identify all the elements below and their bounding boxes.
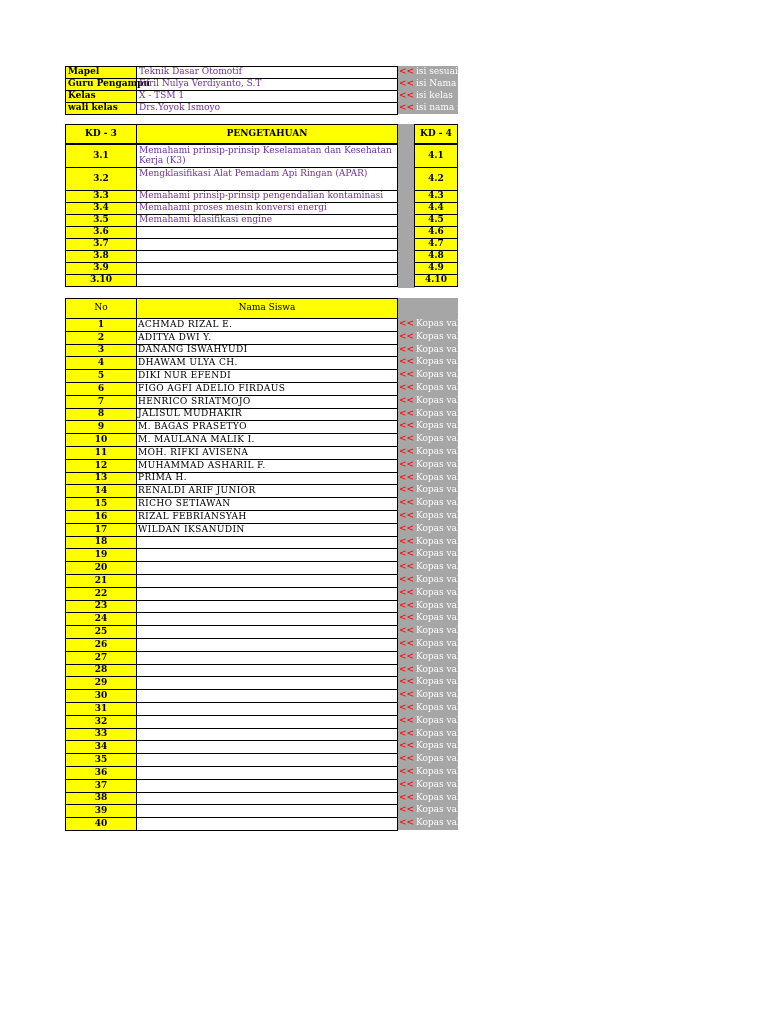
kd-gap-column — [398, 124, 415, 288]
student-note: Kopas val — [416, 652, 460, 662]
student-note: Kopas val — [416, 626, 460, 636]
student-number: 10 — [65, 433, 137, 447]
arrow-marker: << — [399, 524, 415, 534]
kd3-number: 3.4 — [65, 202, 137, 215]
student-number: 5 — [65, 369, 137, 383]
arrow-marker: << — [399, 793, 415, 803]
kd3-number: 3.2 — [65, 167, 137, 191]
kd-description[interactable]: Memahami prinsip-prinsip Keselamatan dan Kesehatan Kerja (K3) — [136, 144, 398, 168]
student-name-cell[interactable]: WILDAN IKSANUDIN — [136, 523, 398, 537]
arrow-marker: << — [399, 626, 415, 636]
arrow-marker: << — [399, 613, 415, 623]
arrow-marker: << — [399, 754, 415, 764]
student-number: 12 — [65, 459, 137, 473]
arrow-marker: << — [399, 91, 415, 101]
kd-description[interactable]: Memahami proses mesin konversi energi — [136, 202, 398, 215]
student-note: Kopas val — [416, 447, 460, 457]
student-note: Kopas val — [416, 498, 460, 508]
student-note: Kopas val — [416, 613, 460, 623]
student-note: Kopas val — [416, 716, 460, 726]
student-number: 16 — [65, 510, 137, 524]
student-name-cell[interactable]: DIKI NUR EFENDI — [136, 369, 398, 383]
student-name-cell[interactable] — [136, 612, 398, 626]
student-name-cell[interactable]: ACHMAD RIZAL E. — [136, 318, 398, 332]
student-number: 14 — [65, 484, 137, 498]
student-number: 21 — [65, 574, 137, 588]
student-note: Kopas val — [416, 729, 460, 739]
student-name-cell[interactable]: M. MAULANA MALIK I. — [136, 433, 398, 447]
student-name-cell[interactable] — [136, 753, 398, 767]
student-note: Kopas val — [416, 409, 460, 419]
student-note: Kopas val — [416, 383, 460, 393]
student-note: Kopas val — [416, 421, 460, 431]
arrow-marker: << — [399, 805, 415, 815]
student-note: Kopas val — [416, 677, 460, 687]
student-number: 19 — [65, 548, 137, 562]
kd4-number: 4.3 — [414, 190, 458, 203]
arrow-marker: << — [399, 588, 415, 598]
student-number: 40 — [65, 817, 137, 831]
student-number: 4 — [65, 356, 137, 370]
student-note: Kopas val — [416, 601, 460, 611]
kd-description[interactable] — [136, 274, 398, 287]
arrow-marker: << — [399, 357, 415, 367]
arrow-marker: << — [399, 345, 415, 355]
info-label: Guru Pengampu — [65, 78, 137, 91]
info-label: Kelas — [65, 90, 137, 103]
student-name-cell[interactable] — [136, 651, 398, 665]
arrow-marker: << — [399, 818, 415, 828]
arrow-marker: << — [399, 601, 415, 611]
kd4-number: 4.8 — [414, 250, 458, 263]
arrow-marker: << — [399, 498, 415, 508]
student-note: Kopas val — [416, 434, 460, 444]
student-number: 11 — [65, 446, 137, 460]
student-name-cell[interactable]: RENALDI ARIF JUNIOR — [136, 484, 398, 498]
pengetahuan-header: PENGETAHUAN — [136, 124, 398, 144]
student-number: 28 — [65, 664, 137, 677]
student-note: Kopas val — [416, 575, 460, 585]
student-note: Kopas val — [416, 460, 460, 470]
student-name-cell[interactable] — [136, 676, 398, 690]
kd3-number: 3.3 — [65, 190, 137, 203]
kd3-number: 3.6 — [65, 226, 137, 239]
student-number: 20 — [65, 561, 137, 575]
student-note: Kopas val — [416, 473, 460, 483]
student-name-cell[interactable]: ADITYA DWI Y. — [136, 331, 398, 345]
arrow-marker: << — [399, 103, 415, 113]
arrow-marker: << — [399, 421, 415, 431]
student-number: 39 — [65, 804, 137, 818]
student-name-cell[interactable] — [136, 561, 398, 575]
student-note: Kopas val — [416, 332, 460, 342]
student-number: 38 — [65, 792, 137, 805]
student-note: Kopas val — [416, 511, 460, 521]
kd-description[interactable]: Memahami klasifikasi engine — [136, 214, 398, 227]
info-value-cell[interactable]: Drs.Yoyok Ismoyo — [136, 102, 398, 115]
student-number: 26 — [65, 638, 137, 652]
student-name-cell[interactable]: RIZAL FEBRIANSYAH — [136, 510, 398, 524]
student-name-cell[interactable] — [136, 740, 398, 754]
arrow-marker: << — [399, 319, 415, 329]
no-header: No — [65, 298, 137, 319]
student-note: Kopas val — [416, 524, 460, 534]
student-number: 22 — [65, 587, 137, 601]
student-name-cell[interactable]: PRIMA H. — [136, 472, 398, 485]
kd3-number: 3.10 — [65, 274, 137, 287]
student-number: 18 — [65, 536, 137, 549]
arrow-marker: << — [399, 665, 415, 675]
student-name-cell[interactable] — [136, 779, 398, 793]
student-note: Kopas val — [416, 319, 460, 329]
kd4-number: 4.6 — [414, 226, 458, 239]
note-column-bg — [398, 298, 458, 318]
kd4-number: 4.5 — [414, 214, 458, 227]
info-note: isi nama w — [416, 103, 465, 113]
student-name-cell[interactable]: DHAWAM ULYA CH. — [136, 356, 398, 370]
info-label: wali kelas — [65, 102, 137, 115]
student-note: Kopas val — [416, 549, 460, 559]
arrow-marker: << — [399, 639, 415, 649]
arrow-marker: << — [399, 332, 415, 342]
kd3-number: 3.8 — [65, 250, 137, 263]
kd-description[interactable]: Memahami prinsip-prinsip pengendalian kontaminasi — [136, 190, 398, 203]
student-note: Kopas val — [416, 793, 460, 803]
arrow-marker: << — [399, 511, 415, 521]
student-number: 30 — [65, 689, 137, 703]
info-value-cell[interactable]: Teknik Dasar Otomotif — [136, 66, 398, 79]
arrow-marker: << — [399, 652, 415, 662]
student-note: Kopas val — [416, 485, 460, 495]
kd3-number: 3.9 — [65, 262, 137, 275]
info-label: Mapel — [65, 66, 137, 79]
student-note: Kopas val — [416, 537, 460, 547]
student-name-cell[interactable]: M. BAGAS PRASETYO — [136, 420, 398, 434]
arrow-marker: << — [399, 780, 415, 790]
student-name-cell[interactable] — [136, 715, 398, 729]
student-name-cell[interactable] — [136, 804, 398, 818]
student-note: Kopas val — [416, 703, 460, 713]
student-name-cell[interactable] — [136, 587, 398, 601]
student-number: 6 — [65, 382, 137, 396]
student-number: 7 — [65, 395, 137, 409]
info-note: isi kelas — [416, 91, 453, 101]
arrow-marker: << — [399, 370, 415, 380]
arrow-marker: << — [399, 690, 415, 700]
student-note: Kopas val — [416, 562, 460, 572]
student-name-cell[interactable] — [136, 548, 398, 562]
student-number: 36 — [65, 766, 137, 780]
kd-description[interactable]: Mengklasifikasi Alat Pemadam Api Ringan (APAR) — [136, 167, 398, 191]
kd3-number: 3.1 — [65, 144, 137, 168]
arrow-marker: << — [399, 703, 415, 713]
kd4-number: 4.4 — [414, 202, 458, 215]
student-name-cell[interactable] — [136, 689, 398, 703]
student-number: 33 — [65, 728, 137, 741]
student-note: Kopas val — [416, 741, 460, 751]
student-name-cell[interactable]: MOH. RIFKI AVISENA — [136, 446, 398, 460]
student-number: 23 — [65, 600, 137, 613]
kd3-number: 3.7 — [65, 238, 137, 251]
student-number: 29 — [65, 676, 137, 690]
kd4-number: 4.10 — [414, 274, 458, 287]
student-number: 32 — [65, 715, 137, 729]
student-note: Kopas val — [416, 754, 460, 764]
kd4-number: 4.1 — [414, 144, 458, 168]
kd4-number: 4.9 — [414, 262, 458, 275]
student-number: 1 — [65, 318, 137, 332]
arrow-marker: << — [399, 767, 415, 777]
student-name-cell[interactable]: JALISUL MUDHAKIR — [136, 408, 398, 421]
student-number: 24 — [65, 612, 137, 626]
student-name-cell[interactable]: FIGO AGFI ADELIO FIRDAUS — [136, 382, 398, 396]
arrow-marker: << — [399, 716, 415, 726]
student-name-cell[interactable]: RICHO SETIAWAN — [136, 497, 398, 511]
info-value-cell[interactable]: Efril Nulya Verdiyanto, S.T — [136, 78, 398, 91]
arrow-marker: << — [399, 575, 415, 585]
student-number: 15 — [65, 497, 137, 511]
arrow-marker: << — [399, 79, 415, 89]
student-note: Kopas val — [416, 818, 460, 828]
student-note: Kopas val — [416, 690, 460, 700]
student-note: Kopas val — [416, 370, 460, 380]
student-name-cell[interactable] — [136, 574, 398, 588]
arrow-marker: << — [399, 409, 415, 419]
student-name-cell[interactable] — [136, 766, 398, 780]
student-number: 34 — [65, 740, 137, 754]
info-note: isi Nama — [416, 79, 457, 89]
arrow-marker: << — [399, 434, 415, 444]
kd3-number: 3.5 — [65, 214, 137, 227]
kd4-number: 4.7 — [414, 238, 458, 251]
arrow-marker: << — [399, 447, 415, 457]
student-note: Kopas val — [416, 588, 460, 598]
info-note: isi sesuai — [416, 67, 458, 77]
arrow-marker: << — [399, 729, 415, 739]
student-name-cell[interactable]: DANANG ISWAHYUDI — [136, 344, 398, 357]
arrow-marker: << — [399, 741, 415, 751]
student-note: Kopas val — [416, 665, 460, 675]
student-name-cell[interactable] — [136, 638, 398, 652]
student-number: 8 — [65, 408, 137, 421]
student-number: 2 — [65, 331, 137, 345]
student-number: 35 — [65, 753, 137, 767]
student-note: Kopas val — [416, 345, 460, 355]
student-number: 37 — [65, 779, 137, 793]
arrow-marker: << — [399, 562, 415, 572]
student-name-cell[interactable]: HENRICO SRIATMOJO — [136, 395, 398, 409]
arrow-marker: << — [399, 473, 415, 483]
student-name-cell[interactable] — [136, 817, 398, 831]
info-value-cell[interactable]: X - TSM 1 — [136, 90, 398, 103]
student-note: Kopas val — [416, 396, 460, 406]
student-number: 17 — [65, 523, 137, 537]
student-note: Kopas val — [416, 767, 460, 777]
student-number: 25 — [65, 625, 137, 639]
student-name-cell[interactable] — [136, 702, 398, 716]
kd4-header: KD - 4 — [414, 124, 458, 144]
student-name-cell[interactable]: MUHAMMAD ASHARIL F. — [136, 459, 398, 473]
kd4-number: 4.2 — [414, 167, 458, 191]
arrow-marker: << — [399, 396, 415, 406]
arrow-marker: << — [399, 383, 415, 393]
student-number: 13 — [65, 472, 137, 485]
student-note: Kopas val — [416, 639, 460, 649]
student-number: 9 — [65, 420, 137, 434]
arrow-marker: << — [399, 549, 415, 559]
student-note: Kopas val — [416, 780, 460, 790]
student-name-cell[interactable] — [136, 625, 398, 639]
student-note: Kopas val — [416, 357, 460, 367]
kd3-header: KD - 3 — [65, 124, 137, 144]
arrow-marker: << — [399, 537, 415, 547]
arrow-marker: << — [399, 485, 415, 495]
nama-siswa-header: Nama Siswa — [136, 298, 398, 319]
student-note: Kopas val — [416, 805, 460, 815]
student-number: 31 — [65, 702, 137, 716]
arrow-marker: << — [399, 67, 415, 77]
student-number: 3 — [65, 344, 137, 357]
arrow-marker: << — [399, 460, 415, 470]
arrow-marker: << — [399, 677, 415, 687]
student-number: 27 — [65, 651, 137, 665]
